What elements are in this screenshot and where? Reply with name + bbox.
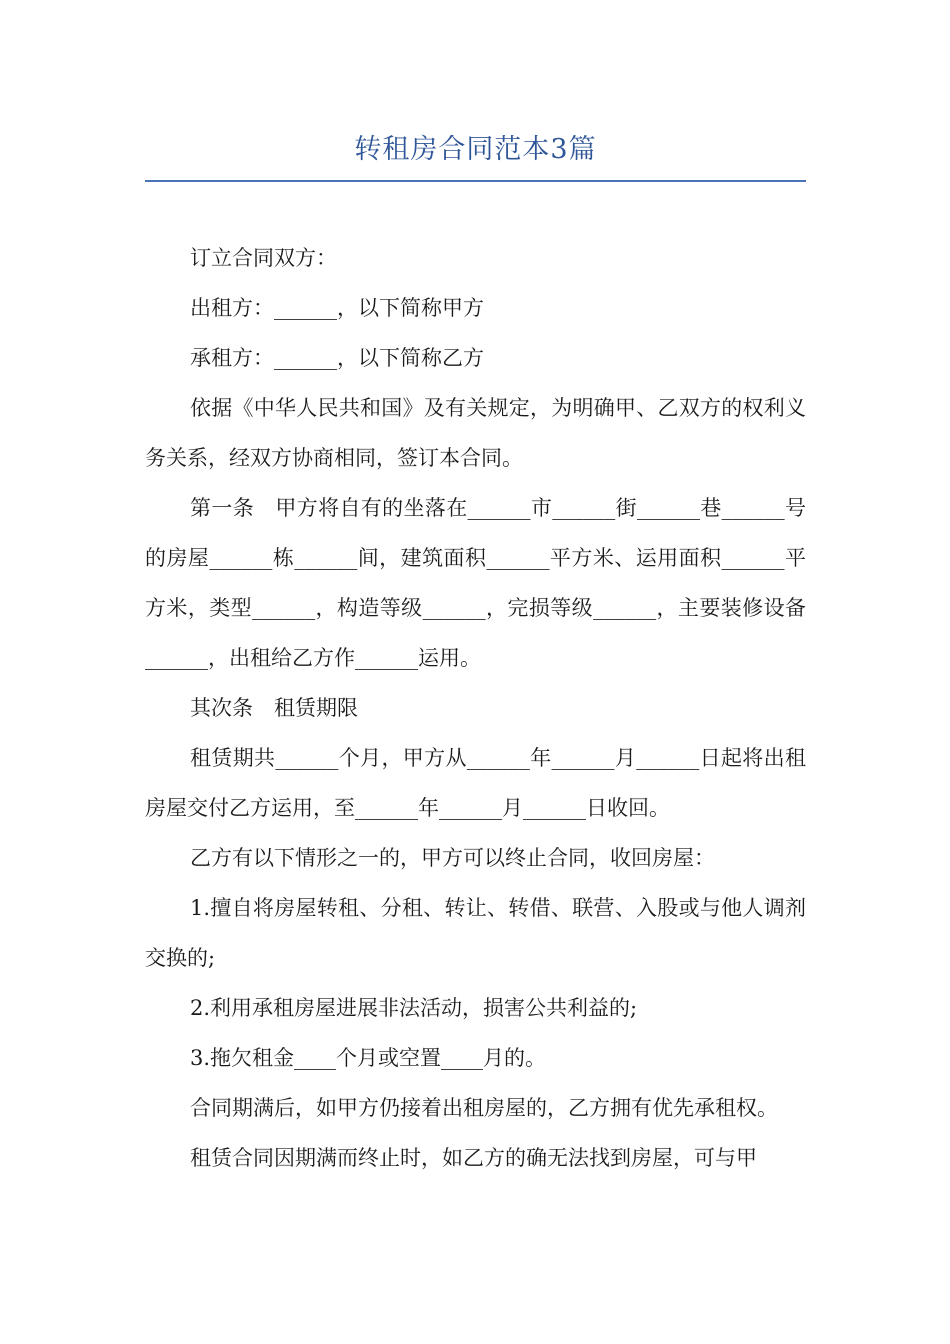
- paragraph-termination-item-2: 2.利用承租房屋进展非法活动，损害公共利益的;: [190, 996, 638, 1020]
- document-body: [145, 233, 806, 1183]
- title-divider: [145, 180, 806, 182]
- paragraph-article-2-heading: 其次条 租赁期限: [190, 696, 358, 720]
- paragraph-lessee: 承租方：______，以下简称乙方: [190, 346, 484, 370]
- paragraph-expiry-housing: 租赁合同因期满而终止时，如乙方的确无法找到房屋，可与甲: [190, 1146, 757, 1170]
- paragraph-renewal-priority: 合同期满后，如甲方仍接着出租房屋的，乙方拥有优先承租权。: [190, 1096, 778, 1120]
- paragraph-termination-intro: 乙方有以下情形之一的，甲方可以终止合同，收回房屋：: [190, 846, 715, 870]
- paragraph-parties-heading: 订立合同双方：: [190, 246, 337, 270]
- paragraph-lease-term: 租赁期共______个月，甲方从______年______月______日起将出租房屋交付乙方运用，至______年______月______日收回。: [145, 746, 806, 820]
- paragraph-preamble: 依据《中华人民共和国》及有关规定，为明确甲、乙双方的权利义务关系，经双方协商相同，签订本合同。: [145, 396, 806, 470]
- paragraph-termination-item-3: 3.拖欠租金____个月或空置____月的。: [190, 1046, 547, 1070]
- paragraph-article-1: 第一条 甲方将自有的坐落在______市______街______巷______号的房屋______栋______间，建筑面积______平方米、运用面积______平方米，类型______，构造等级______，完损等级______，主要装修设备______，出租给乙方作______运用。: [145, 496, 806, 670]
- document-title: 转租房合同范本3篇: [354, 134, 597, 165]
- paragraph-termination-item-1: 1.擅自将房屋转租、分租、转让、转借、联营、入股或与他人调剂交换的;: [145, 896, 806, 970]
- paragraph-lessor: 出租方：______，以下简称甲方: [190, 296, 484, 320]
